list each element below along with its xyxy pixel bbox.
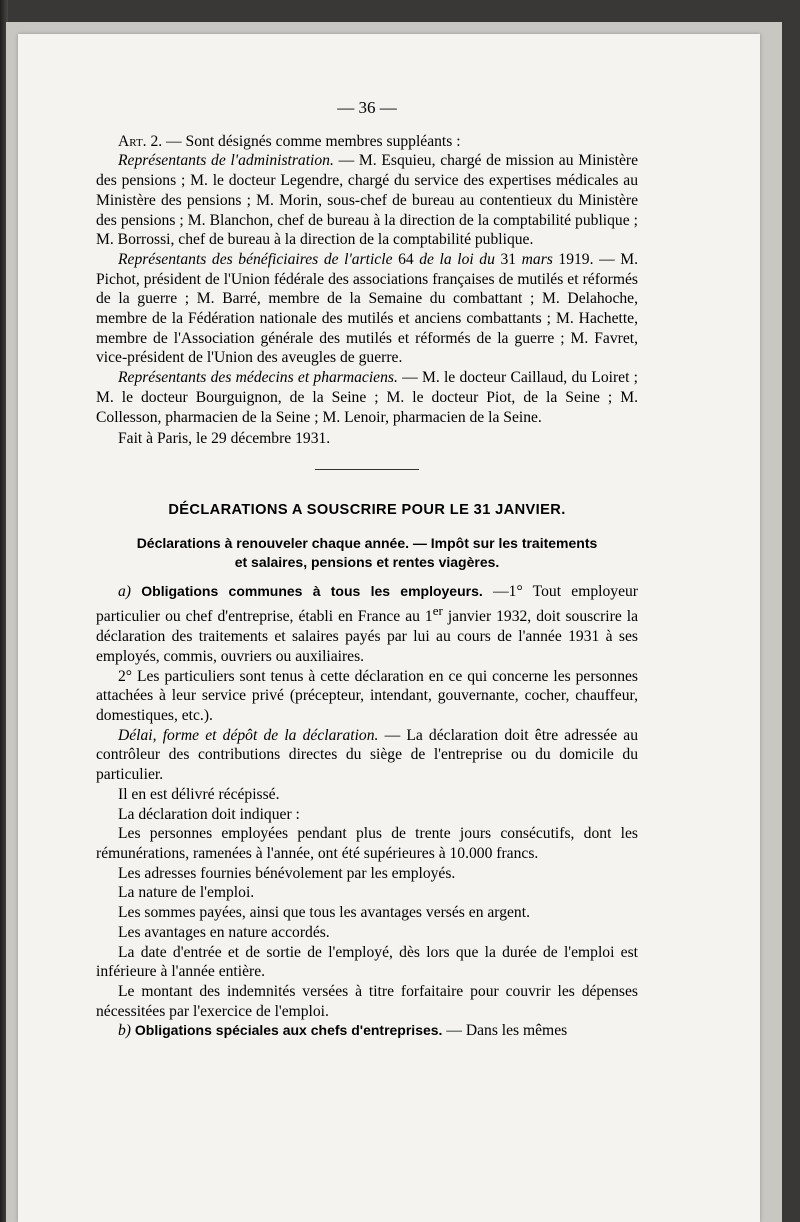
list-item: La nature de l'emploi. [118, 884, 255, 902]
page-number: — 36 — [337, 98, 397, 117]
paragraph-administration [96, 151, 638, 250]
list-item: Les personnes employées pendant plus de trente jours consécutifs, dont les rémunérations, ramenées à l'année, ont été supérieures à 10.000 francs. [96, 825, 638, 862]
b-label: b) [118, 1022, 131, 1040]
beneficiaires-heading-2: de la loi du [419, 250, 495, 268]
section-heading: DÉCLARATIONS A SOUSCRIRE POUR LE 31 JANVIER. [168, 501, 566, 518]
signature-date: Fait à Paris, le 29 décembre 1931. [118, 430, 331, 448]
paragraph-recepisse: Il en est délivré récépissé. [118, 785, 280, 803]
delai-text: — La déclaration doit être adressée au contrôleur des contributions directes du siège de l'entreprise ou du domicile du particulier. [96, 726, 638, 784]
delai-heading: Délai, forme et dépôt de la déclaration. [118, 726, 379, 744]
list-item: Les sommes payées, ainsi que tous les avantages versés en argent. [118, 904, 530, 922]
article-2 [96, 132, 638, 152]
a-superscript: er [432, 603, 443, 619]
list-item: Les avantages en nature accordés. [118, 923, 330, 941]
medecins-heading: Représentants des médecins et pharmaciens. [118, 369, 398, 387]
subheading-line-1: Déclarations à renouveler chaque année. — Impôt sur les traitements [136, 534, 598, 551]
administration-text: — M. Esquieu, chargé de mission au Ministère des pensions ; M. le docteur Legendre, chargé du service des expertises médicales au Ministère des pensions ; M. Morin, sous-chef de bureau au contentieux du Ministère des pensions ; M. Blanchon, chef de bureau à la direction de la comptabilité publique ; M. Borrossi, chef de bureau à la direction de la comptabilité publique. [96, 152, 638, 249]
b-text: — Dans les mêmes [442, 1022, 568, 1040]
paragraph-delai [96, 726, 638, 785]
beneficiaires-heading: Représentants des bénéficiaires de l'article [118, 250, 393, 268]
article-number: 64 [392, 250, 420, 268]
paragraph-beneficiaires [96, 250, 638, 368]
law-day: 31 [494, 250, 522, 268]
list-item: Les adresses fournies bénévolement par les employés. [118, 864, 456, 882]
b-heading: Obligations spéciales aux chefs d'entreprises. [131, 1022, 443, 1039]
a-text-1: —1° Tout employeur particulier ou chef d'entreprise, établi en France au 1 [96, 582, 638, 626]
law-month: mars [521, 250, 553, 268]
subheading-line-2: et salaires, pensions et rentes viagères. [234, 553, 500, 570]
list-item: Le montant des indemnités versées à titre forfaitaire pour couvrir les dépenses nécessitées par l'exercice de l'emploi. [96, 982, 638, 1020]
paragraph-b [96, 1021, 638, 1041]
paragraph-medecins [96, 368, 638, 427]
a-text-2: janvier 1932, doit souscrire la déclaration des traitements et salaires payés par lui au cours de l'année 1931 à ses employés, commis, ouvriers ou auxiliaires. [96, 608, 638, 665]
paragraph-indiquer: La déclaration doit indiquer : [118, 805, 300, 823]
administration-heading: Représentants de l'administration. [118, 152, 334, 170]
section-divider [315, 469, 419, 470]
a-heading: Obligations communes à tous les employeurs. [131, 582, 483, 599]
paragraph-2o: 2° Les particuliers sont tenus à cette déclaration en ce qui concerne les personnes attachées à leur service privé (précepteur, intendant, gouvernante, cocher, chauffeur, domestiques, etc.). [96, 667, 638, 725]
a-label: a) [118, 582, 131, 600]
list-item: La date d'entrée et de sortie de l'employé, dès lors que la durée de l'emploi est inférieure à l'année entière. [96, 943, 638, 981]
page-text [96, 98, 638, 1041]
medecins-text: — M. le docteur Caillaud, du Loiret ; M. le docteur Bourguignon, de la Seine ; M. le docteur Piot, de la Seine ; M. Collesson, pharmacien de la Seine ; M. Lenoir, pharmacien de la Seine. [96, 369, 638, 426]
article-label: Art. [118, 132, 147, 150]
article-text: 2. — Sont désignés comme membres suppléants : [146, 132, 461, 150]
section-subheading [96, 534, 638, 572]
beneficiaires-text: 1919. — M. Pichot, président de l'Union fédérale des associations françaises de mutilés et réformés de la guerre ; M. Barré, membre de la Semaine du combattant ; M. Delahoche, membre de la Fédération nationale des mutilés et anciens combattants ; M. Hachette, membre de l'Association générale des mutilés et réformés de la guerre ; M. Favret, vice-président de l'Union des aveugles de guerre. [96, 250, 639, 367]
paragraph-a [96, 582, 638, 667]
